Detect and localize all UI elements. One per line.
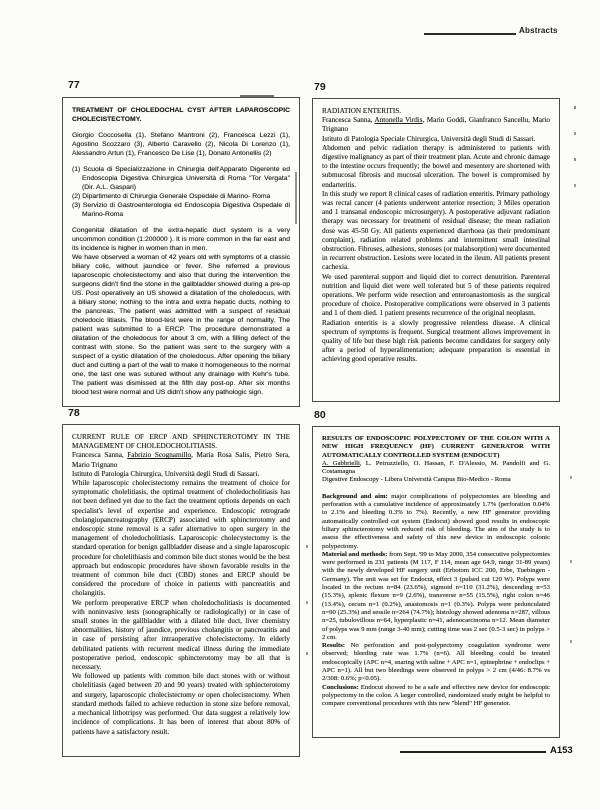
scan-artifact: [570, 640, 572, 643]
affiliation-line: (3) Servizio di Gastroenterologia ed Endoscopia Digestiva Ospedale di Marino-Roma: [72, 202, 290, 218]
abstract-number-80: 80: [314, 409, 326, 421]
section-lead: Background and aim:: [322, 492, 388, 500]
abstract-title: TREATMENT OF CHOLEDOCHAL CYST AFTER LAPAROSCOPIC CHOLECISTECTOMY.: [72, 107, 290, 123]
body-paragraph: [322, 551, 550, 642]
authors-text: Francesca Sanna,: [322, 116, 375, 125]
section-text: No perforation and post-polypectomy coagulation syndrome were observed; bleeding rate was 1.7% (n=6). All bleeding could be treated endoscopically (APC n=4, snaring with saline + APC n=1, epinephrine + endoclips + APC n=1). All but two bleedings were observed in polyps > 2 cm (4/46: 8.7% vs 2/308: 0.6%; p<0.05).: [322, 642, 550, 683]
scan-artifact: [306, 652, 308, 655]
presenting-author: A. Gabbrielli: [322, 459, 360, 467]
section-lead: Conclusions:: [322, 683, 359, 691]
abstract-box-77: [62, 97, 300, 407]
body-paragraph: In this study we report 8 clinical cases of radiation enteritis. Primary pathology was rectal cancer (4 patients underwent anterior resection; 3 Miles operation and 1 transanal endoscopic microsurgery). A postoperative adjuvant radiation therapy was necessary for treatment of residual disease; the mean radiation dose was 45-50 Gy. All patients experienced diarrhoea (as their predominant complaint), radiation related problems and intermittent small intestinal obstruction. Fibroses, adhesions, stenoses (or malabsorption) were documented in recurrent obstruction. Lesions were located in the ileum. All patients present cachexia.: [322, 189, 550, 272]
scan-artifact: [295, 172, 297, 224]
abstract-authors: [72, 451, 290, 469]
page-footer-label: A153: [550, 745, 573, 756]
presenting-author: Antonella Virdis: [374, 116, 423, 125]
body-paragraph: We have observed a woman of 42 years old with symptoms of a classic biliary colic, without jaundice or fever. She referred a previous laparoscopic cholecistectomy and also that during the intervention the surgeons didn't find the stone in the gallbladder showed during a pre-op US. Post operatively an US showed a dilatation of the choledocus, with a biliary stone; nothing to the intra and extra hepatic ducts, nothing to the pancreas. The patient was admitted with a suspect of residual choledocic litiasis. The blood-test were in the range of normality. The patient was submitted to a ERCP. The procedure demonstrated a dilatation of the choledocus for about 3 cm, with a filling defect of the contrast with stone. So the patient was sent to the surgery with a suspect of a cystic dilatation of the choledocus. After opening the biliary duct and cutting a part of the wall to make it homogeneous to the normal one, the last one was sutured without any drainage with Kehr's tube. The patient was dismissed at the fifth day post-op. After six months blood test were normal and US didn't show any pathologic sign.: [72, 254, 290, 396]
affiliation-line: (1) Scuola di Specializzazione in Chirurgia dell'Apparato Digerente ed Endoscopia Digestiva Chirurgica Università di Roma "Tor Vergata" (Dir. A.L. Gaspari): [72, 166, 290, 191]
scan-artifact: [574, 184, 576, 187]
section-lead: Results:: [322, 642, 346, 650]
scan-artifact: [306, 601, 308, 604]
abstract-body: [72, 479, 290, 737]
affiliation-line: Digestive Endoscopy - Libera Università Campus Bio-Medico - Roma: [322, 476, 511, 484]
abstract-number-79: 79: [314, 81, 326, 93]
abstract-box-80: [312, 426, 560, 738]
authors-text: Giorgio Coccosella (1), Stefano Mantroni (2), Francesca Lezzi (1), Agostino Scozzaro (3), Alberto Caravello (2), Nicola Di Lorenzo (1), Alessandro Artun (1), Francesco De Lise (1), Donato Antonellis (2): [72, 132, 290, 157]
section-text: from Sept. '99 to May 2000, 354 consecutive polypectomies were performed in 231 patients (M 117, F 114, mean age 64.9, range 31-89 years) with the newly developed HF surgery unit (Erbotom ICC 200, Erbe, Tuebingen - Germany). The unit was set for Endocut, effect 3 (pulsed cut 120 W). Polyps were located in the rectum n=84 (23.6%), sigmoid n=110 (31.2%), descending n=53 (15.3%), splenic flexure n=9 (2.6%), transverse n=55 (15.5%), right colon n=46 (13.4%), cecum n=1 (0.2%), anastomosis n=1 (0.3%). Polyps were pedunculated n=90 (25.3%) and sessile n=264 (74.7%); histology showed adenoma n=287, villous n=25, tubulovillous n=64, hyperplastic n=41, adenocarcinoma n=12. Mean diameter of polyps was 9 mm (range 3-40 mm); cutting time was 2 sec (0.5-3 sec) in polyps > 2 cm.: [322, 550, 550, 641]
footer-rule: [400, 751, 546, 753]
body-paragraph: We followed up patients with common bile duct stones with or without cholelitiasis (aged between 20 and 90 years) treated with sphincterotomy and surgery, laparoscopic cholecistectomy or open cholecistectomy. When standard methods failed to achieve reduction in stone size before removal, a mechanical lithotripsy was performed. Our data suggest a relatively low incidence of complications. It has been of interest that about 80% of patients have a satisfactory result.: [72, 672, 290, 736]
abstract-affiliations: [72, 470, 290, 479]
authors-text: , Maria Rosa Salis, Pietro Sera, Mario Trignano: [72, 451, 290, 469]
affiliation-line: Istituto di Patologia Chirurgica, Università degli Studi di Sassari.: [72, 469, 260, 478]
scan-artifact: [574, 132, 576, 135]
authors-text: Francesca Sanna,: [72, 451, 128, 460]
body-paragraph: [322, 684, 550, 709]
body-paragraph: We used parenteral support and liquid diet to correct denutrition. Parenteral nutrition and liquid diet were well tolerated but 5 of these patients required operations. We perform wide resection and enteroanastomosis as the surgical procedure of choice. Postoperative complications were observed in 3 patients and 1 of them died. 1 patient presents recurrence of the original neoplasm.: [322, 272, 550, 318]
scan-artifact: [570, 560, 572, 563]
spacer: [322, 485, 550, 493]
scan-artifact: [574, 158, 576, 161]
abstract-body: [322, 144, 550, 365]
scan-artifact: [306, 545, 308, 548]
abstract-title: CURRENT RULE OF ERCP AND SPHINCTEROTOMY IN THE MANAGEMENT OF CHOLEDOCHOLITIASIS.: [72, 433, 290, 451]
abstract-title: RADIATION ENTERITIS.: [322, 107, 402, 115]
body-paragraph: [322, 642, 550, 683]
scan-artifact: [570, 476, 572, 479]
abstract-box-78: [62, 424, 300, 757]
authors-text: , L. Petruzziello, O. Hassan, F. D'Alessio, M. Pandolfi and G. Costamagna: [322, 459, 550, 476]
abstract-box-79: [312, 98, 560, 402]
body-paragraph: Radiation enteritis is a slowly progressive relentless disease. A clinical spectrum of symptoms is frequent. Surgical treatment allows improvement in quality of life but these high risk patients become candidates for surgery only after a period of hyperalimentation; adequate preparation is essential in achieving good operative results.: [322, 318, 550, 364]
abstract-authors: [322, 460, 550, 477]
body-paragraph: We perform preoperative ERCP when choledocholitiasis is documented with noninvasive tests (sonographically or radiologically) or in case of small stones in the gallbladder with a dilated bile duct, liver chemistry abnormalities, history of jaundice, previous cholangitis or pancreatitis and in case of persisting after intraoperative cholecistectomy. In elderly debilitated patients with recurrent medical illness during the immediate postoperative period, endoscopic sphincterotomy may be all that is necessary.: [72, 598, 290, 672]
affiliation-line: Istituto di Patologia Speciale Chirurgica, Università degli Studi di Sassari.: [322, 134, 536, 143]
abstract-affiliations: [322, 476, 550, 484]
page-header-label: Abstracts: [519, 26, 558, 35]
header-rule: [424, 33, 516, 35]
abstract-body: [322, 493, 550, 709]
body-paragraph: Abdomen and pelvic radiation therapy is administered to patients with digestive malignancy as part of their treatment plan. Acute and chronic damage to the intestine occurs frequently; the bowel and mesentery are shortened with submucosal fibrosis and mucosal ulceration. The bowel is compromised by endarteritis.: [322, 143, 550, 189]
abstract-number-77: 77: [68, 79, 80, 91]
body-paragraph: While laparoscopic cholecistectomy remains the treatment of choice for symptomatic cholelitiasis, the optimal treatment of choledocholitiasis has not been defined yet due to the fact the treatment options depends on each specialist's level of expertise and experience. Endoscopic retrograde cholangiopancreatography (ERCP) associated with sphincterotomy and endoscopic stone removal is a safer alternative to open surgery in the management of choledocholitiasis. Laparoscopic cholecystectomy is the standard operation for benign gallbladder disease and a single laparoscopic procedure for cholelithiasis and common bile duct stones would be the best approach but endoscopic procedures have shown favorable results in the treatment of common bile duct (CBD) stones and ERCP should be considered the procedure of choice in patients with pancreatitis and cholangitis.: [72, 479, 290, 598]
abstract-number-78: 78: [68, 407, 80, 419]
abstract-affiliations: [322, 135, 550, 144]
abstract-authors: [72, 131, 290, 158]
scan-artifact: [574, 106, 576, 109]
abstract-affiliations: [72, 165, 290, 219]
section-lead: Material and methods:: [322, 550, 388, 558]
abstract-title: RESULTS OF ENDOSCOPIC POLYPECTOMY OF THE COLON WITH A NEW HIGH FREQUENCY (HF) CURRENT GENERATOR WITH AUTOMATICALLY CONTROLLED SYSTEM (ENDOCUT): [322, 435, 550, 459]
authors-text: , Mario Goddi, Gianfranco Sancellu, Mario Trignano: [322, 116, 550, 134]
abstract-authors: [322, 116, 550, 134]
affiliation-line: (2) Dipartimento di Chirurgia Generale Ospedale di Marino- Roma: [72, 193, 271, 200]
abstract-body: [72, 226, 290, 397]
section-text: Endocut showed to be a safe and effective new device for endoscopic polypectomy in the colon. A larger controlled, randomized study might be helpful to compare conventional procedures with this new "blend" HF generator.: [322, 683, 550, 708]
section-text: major complications of polypectomies are bleeding and perforation with a cumulative incidence of approximately 1.7% (perforation 0.04% to 2.1% and bleeding 0.3% to 7%). Recently, a new HF generator providing automatically controlled cut system (Endocut) showed good results in endoscopic biliary sphincterotomy with reduced risk of bleeding. The aim of the study is to assess the effectiveness and safety of this new device in endoscopic colonic polypectomy.: [322, 492, 550, 550]
body-paragraph: Congenital dilatation of the extra-hepatic duct system is a very uncommon condition (1:200000 ). It is more common in the far east and its incidence is higher in women than in men.: [72, 227, 290, 252]
presenting-author: Fabrizio Scognamillo: [127, 451, 192, 460]
body-paragraph: [322, 493, 550, 551]
